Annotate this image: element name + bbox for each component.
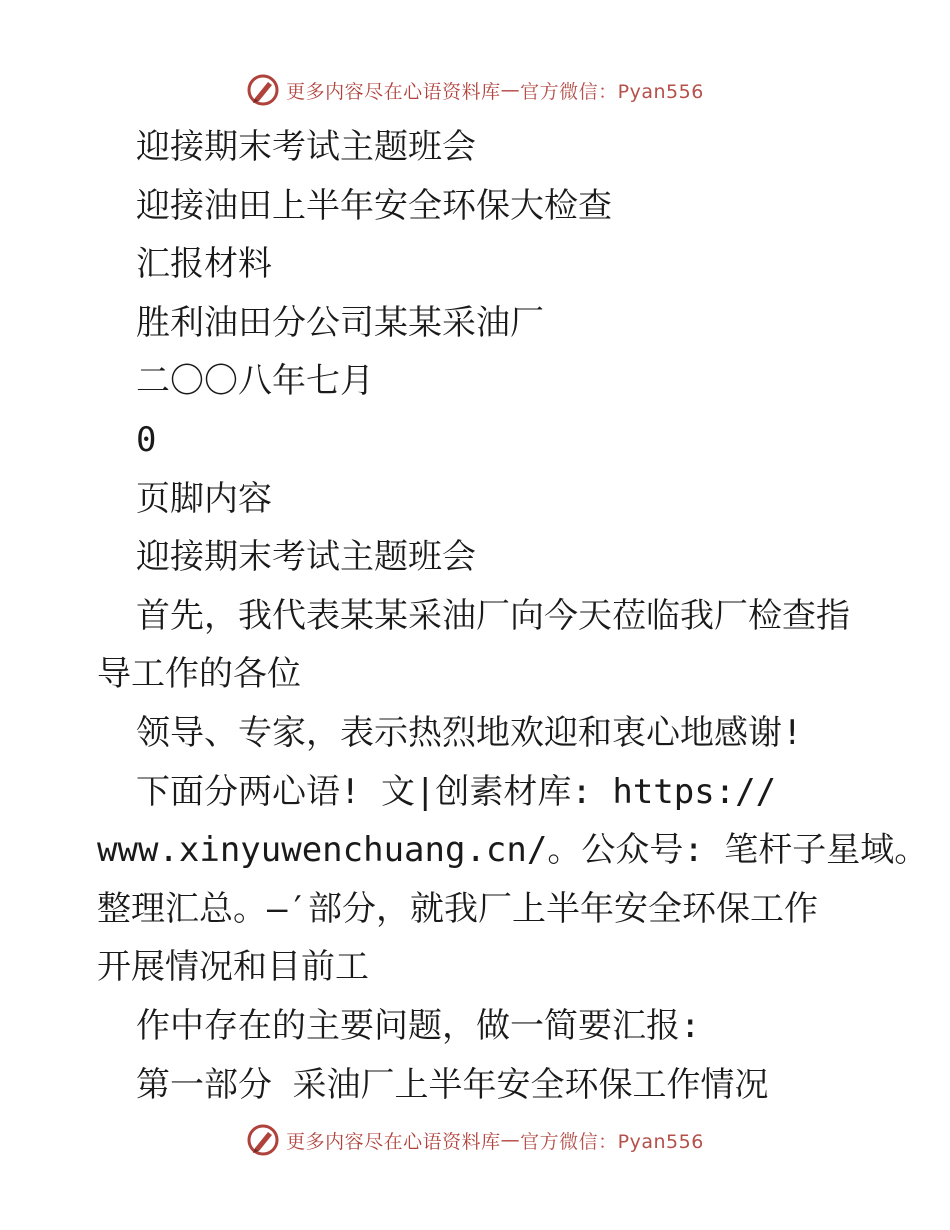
watermark-main-text: 更多内容尽在心语资料库 <box>286 1130 501 1153</box>
watermark-separator: — <box>500 1129 521 1151</box>
watermark-wechat-text: 官方微信：Pyan556 <box>520 1130 704 1153</box>
document-line: www.xinyuwenchuang.cn/。公众号: 笔杆子星域。 <box>97 830 929 871</box>
document-line: 0 <box>136 419 157 460</box>
watermark-main-text: 更多内容尽在心语资料库 <box>286 80 501 103</box>
document-line: 胜利油田分公司某某采油厂 <box>136 302 544 343</box>
pen-logo-icon <box>246 1123 280 1157</box>
footer-watermark <box>0 1120 950 1160</box>
document-line: 开展情况和目前工 <box>97 947 369 988</box>
document-line: 二〇〇八年七月 <box>136 361 374 402</box>
watermark-separator: — <box>500 79 521 101</box>
document-body <box>97 118 929 1114</box>
document-line: 迎接期末考试主题班会 <box>136 127 476 167</box>
document-line: 导工作的各位 <box>97 654 301 695</box>
document-line: 首先，我代表某某采油厂向今天莅临我厂检查指 <box>136 595 850 636</box>
document-line: 迎接油田上半年安全环保大检查 <box>136 185 612 226</box>
pen-logo-icon <box>246 73 280 107</box>
document-line: 领导、专家，表示热烈地欢迎和衷心地感谢! <box>136 712 803 753</box>
document-line: 整理汇总。—′部分，就我厂上半年安全环保工作 <box>97 888 818 929</box>
document-line: 第一部分 采油厂上半年安全环保工作情况 <box>136 1064 769 1105</box>
document-line: 迎接期末考试主题班会 <box>136 537 476 578</box>
document-line: 下面分两心语! 文|创素材库: https:// <box>136 771 777 812</box>
watermark-wechat-text: 官方微信：Pyan556 <box>520 80 704 103</box>
document-line: 汇报材料 <box>136 244 272 285</box>
document-line: 作中存在的主要问题，做一简要汇报: <box>136 1005 701 1046</box>
document-line: 页脚内容 <box>136 478 272 519</box>
header-watermark <box>0 70 950 110</box>
